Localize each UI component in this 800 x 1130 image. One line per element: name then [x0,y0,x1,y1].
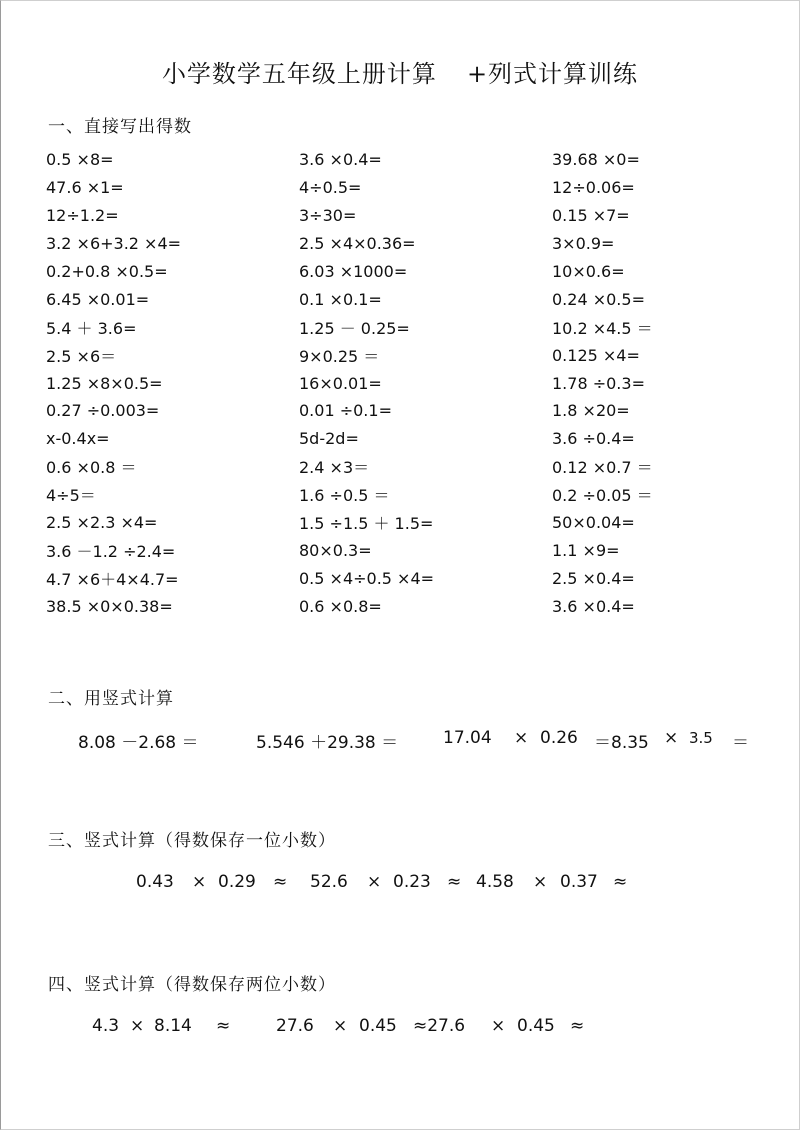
problem-row [46,592,766,620]
problem: 2.5 ×6＝ [46,346,117,366]
times-sign: × [130,1016,145,1036]
problem: 0.1 ×0.1= [299,289,382,309]
title-part-2: +列式计算训练 [466,60,639,88]
problem-operand: 52.6 [310,872,348,892]
approx-sign: ≈ [447,872,462,892]
problem: 1.25 ×8×0.5= [46,373,163,393]
problem: 0.5 ×8= [46,150,114,170]
problem-row [46,453,766,481]
problem: 1.1 ×9= [552,540,620,560]
problem: 12÷1.2= [46,206,119,226]
approx-sign: ≈ [570,1016,585,1036]
problem: 0.27 ÷0.003= [46,401,160,421]
problem: 4÷5＝ [46,486,96,506]
problem: 10×0.6= [552,262,625,281]
problem-operand: 4.58 [476,872,514,892]
problem: 5d-2d= [299,429,359,449]
approx-sign: ≈ [273,872,288,892]
problem: 0.01 ÷0.1= [299,401,392,421]
problem-operand: 0.45 [517,1016,555,1036]
problem: 2.4 ×3＝ [299,458,370,478]
problem: 3.6 ×0.4= [552,596,635,616]
problem: 0.15 ×7= [552,206,630,226]
problem-row [46,564,766,592]
problem-row [46,313,766,341]
problem-operand: 27.6 [276,1016,314,1036]
problem-operand: 0.29 [218,872,256,892]
title-part-1: 小学数学五年级上册计算 [161,60,437,88]
equals-sign: ＝ [732,733,749,753]
problem: 1.5 ÷1.5 ＋ 1.5= [299,514,434,534]
problem-operand: 0.45 [359,1016,397,1036]
problem: 4÷0.5= [299,178,362,198]
problem: 1.78 ÷0.3= [552,373,645,393]
times-sign: × [367,872,382,892]
problem: 16×0.01= [299,373,382,393]
problem: 12÷0.06= [552,178,635,198]
problem-operand: 0.43 [136,872,174,892]
problem: x-0.4x= [46,429,110,449]
problem: 0.2+0.8 ×0.5= [46,262,168,281]
section-2-heading: 二、用竖式计算 [48,689,174,709]
section-4-heading: 四、竖式计算（得数保存两位小数） [48,975,336,995]
problem: 1.8 ×20= [552,401,630,421]
page-title [0,54,800,89]
problem: 50×0.04= [552,513,635,533]
problem: 0.125 ×4= [552,345,640,365]
problem: 3.6 －1.2 ÷2.4= [46,541,176,561]
problem: 5.546 ＋29.38 ＝ [256,733,399,753]
problem-row [46,146,766,174]
problem: 5.4 ＋ 3.6= [46,318,137,338]
problem-row [46,202,766,230]
problem: 9×0.25 ＝ [299,346,380,366]
problem-operand: 0.23 [393,872,431,892]
problem: 3.6 ×0.4= [299,150,382,170]
times-sign: × [514,728,529,748]
problem-operand: ＝8.35 [594,733,649,753]
problem: 3.2 ×6+3.2 ×4= [46,234,182,254]
problem: 10.2 ×4.5 ＝ [552,318,653,338]
problem: 4.7 ×6＋4×4.7= [46,569,179,589]
problem: 0.2 ÷0.05 ＝ [552,486,653,506]
times-sign: × [333,1016,348,1036]
problem: 0.6 ×0.8 ＝ [46,458,137,478]
problem: 80×0.3= [299,540,372,560]
problem: 6.45 ×0.01= [46,289,150,309]
times-sign: × [664,728,679,748]
times-sign: × [533,872,548,892]
section-3-problems [0,872,800,896]
problem: 2.5 ×0.4= [552,568,635,588]
problem-row [46,425,766,453]
problem: 1.6 ÷0.5 ＝ [299,486,390,506]
times-sign: × [491,1016,506,1036]
problem-row [46,230,766,258]
problem: 0.5 ×4÷0.5 ×4= [299,568,435,588]
section-3-heading: 三、竖式计算（得数保存一位小数） [48,831,336,851]
problem: 6.03 ×1000= [299,262,408,281]
problem-row [46,258,766,286]
problem-row [46,509,766,537]
problem: 0.24 ×0.5= [552,289,645,309]
section-4-problems [0,1016,800,1040]
problem-row [46,369,766,397]
problem: 47.6 ×1= [46,178,124,198]
problem: 38.5 ×0×0.38= [46,596,173,616]
problem-row [46,481,766,509]
problem: 39.68 ×0= [552,150,640,170]
problem-operand: 0.26 [540,728,578,748]
problem-operand: 3.5 [689,729,713,747]
problem-operand: 4.3 [92,1016,120,1036]
problem-operand: 17.04 [443,728,492,748]
problem-operand: 8.14 [154,1016,192,1036]
problem: 8.08 －2.68 ＝ [78,733,199,753]
problem-operand: 0.37 [560,872,598,892]
problem-row [46,174,766,202]
problem-operand: ≈27.6 [413,1016,466,1036]
problem: 1.25 － 0.25= [299,318,410,338]
problem-row [46,341,766,369]
problem: 0.12 ×0.7 ＝ [552,458,653,478]
problem-row [46,536,766,564]
problem: 3×0.9= [552,234,615,254]
problem: 0.6 ×0.8= [299,596,382,616]
section-2-problems [0,728,800,752]
problem-row [46,397,766,425]
problem: 3.6 ÷0.4= [552,429,635,449]
problem: 2.5 ×2.3 ×4= [46,513,158,533]
times-sign: × [192,872,207,892]
problem-row [46,285,766,313]
section-1-heading: 一、直接写出得数 [48,117,192,137]
approx-sign: ≈ [216,1016,231,1036]
problem: 3÷30= [299,206,357,226]
approx-sign: ≈ [613,872,628,892]
problem: 2.5 ×4×0.36= [299,234,416,254]
mental-math-grid [46,146,766,620]
